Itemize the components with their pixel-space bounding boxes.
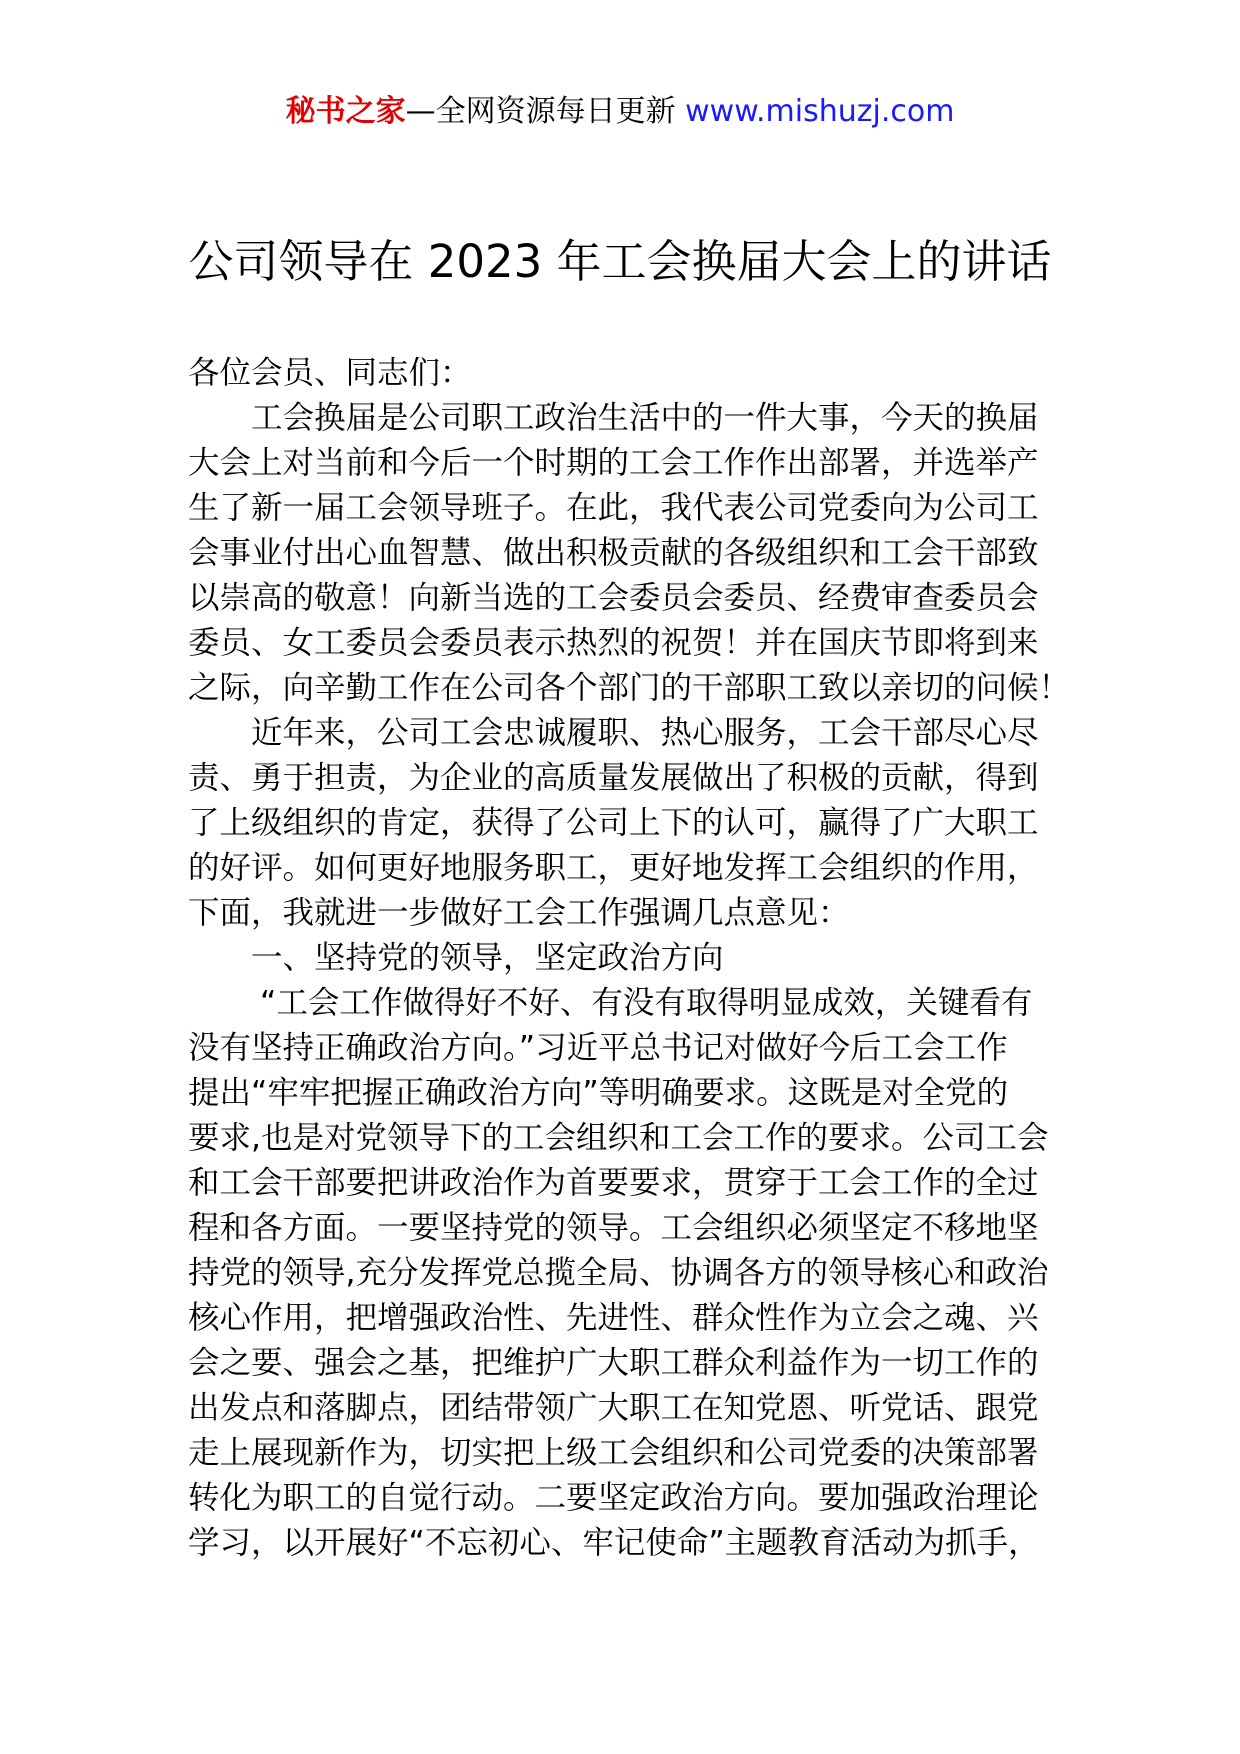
paragraph-line: 下面，我就进一步做好工会工作强调几点意见： bbox=[188, 895, 850, 931]
paragraph-line: 了上级组织的肯定，获得了公司上下的认可，赢得了广大职工 bbox=[188, 805, 1039, 841]
paragraph-line: “工会工作做得好不好、有没有取得明显成效，关键看有 bbox=[260, 985, 1033, 1021]
paragraph-line: 持党的领导,充分发挥党总揽全局、协调各方的领导核心和政治 bbox=[188, 1255, 1049, 1291]
site-header bbox=[0, 92, 1240, 132]
paragraph-line: 和工会干部要把讲政治作为首要要求，贯穿于工会工作的全过 bbox=[188, 1165, 1039, 1201]
paragraph-line: 程和各方面。一要坚持党的领导。工会组织必须坚定不移地坚 bbox=[188, 1210, 1039, 1246]
paragraph-line: 提出“牢牢把握正确政治方向”等明确要求。这既是对全党的 bbox=[188, 1075, 1009, 1111]
paragraph-line: 会事业付出心血智慧、做出积极贡献的各级组织和工会干部致 bbox=[188, 535, 1039, 571]
site-url-link[interactable]: www.mishuzj.com bbox=[685, 94, 955, 129]
paragraph-line: 大会上对当前和今后一个时期的工会工作作出部署，并选举产 bbox=[188, 445, 1039, 481]
paragraph-line: 近年来，公司工会忠诚履职、热心服务，工会干部尽心尽 bbox=[251, 715, 1039, 751]
document-title: 公司领导在 2023 年工会换届大会上的讲话 bbox=[188, 235, 1052, 288]
site-brand: 秘书之家 bbox=[285, 94, 406, 129]
paragraph-line: 之际，向辛勤工作在公司各个部门的干部职工致以亲切的问候！ bbox=[188, 670, 1071, 706]
paragraph-line: 工会换届是公司职工政治生活中的一件大事，今天的换届 bbox=[251, 400, 1039, 436]
paragraph-line: 转化为职工的自觉行动。二要坚定政治方向。要加强政治理论 bbox=[188, 1480, 1039, 1516]
paragraph-line: 的好评。如何更好地服务职工，更好地发挥工会组织的作用， bbox=[188, 850, 1039, 886]
site-slogan: —全网资源每日更新 bbox=[405, 94, 676, 129]
paragraph-line: 会之要、强会之基，把维护广大职工群众利益作为一切工作的 bbox=[188, 1345, 1039, 1381]
paragraph-line: 委员、女工委员会委员表示热烈的祝贺！并在国庆节即将到来 bbox=[188, 625, 1039, 661]
section-heading: 一、坚持党的领导，坚定政治方向 bbox=[251, 940, 724, 976]
paragraph-line: 没有坚持正确政治方向。”习近平总书记对做好今后工会工作 bbox=[188, 1030, 1008, 1066]
paragraph-line: 要求,也是对党领导下的工会组织和工会工作的要求。公司工会 bbox=[188, 1120, 1049, 1156]
paragraph-line: 出发点和落脚点，团结带领广大职工在知党恩、听党话、跟党 bbox=[188, 1390, 1039, 1426]
document-body bbox=[188, 351, 1071, 1566]
salutation: 各位会员、同志们： bbox=[188, 355, 472, 391]
paragraph-line: 生了新一届工会领导班子。在此，我代表公司党委向为公司工 bbox=[188, 490, 1039, 526]
paragraph-line: 以崇高的敬意！向新当选的工会委员会委员、经费审查委员会 bbox=[188, 580, 1039, 616]
paragraph-line: 学习，以开展好“不忘初心、牢记使命”主题教育活动为抓手， bbox=[188, 1525, 1040, 1561]
paragraph-line: 走上展现新作为，切实把上级工会组织和公司党委的决策部署 bbox=[188, 1435, 1039, 1471]
paragraph-line: 核心作用，把增强政治性、先进性、群众性作为立会之魂、兴 bbox=[188, 1300, 1039, 1336]
paragraph-line: 责、勇于担责，为企业的高质量发展做出了积极的贡献，得到 bbox=[188, 760, 1039, 796]
